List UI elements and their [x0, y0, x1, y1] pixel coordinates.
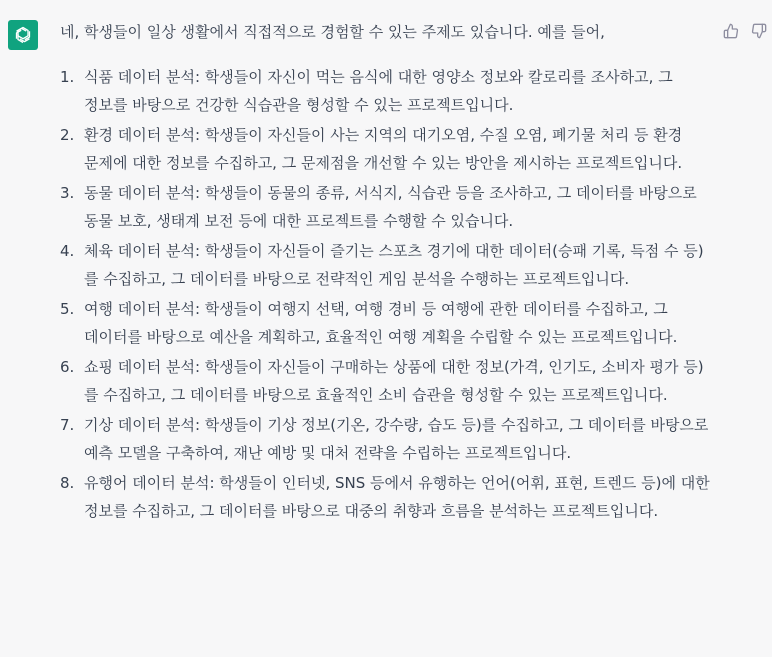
list-item-number: 2.: [60, 126, 75, 144]
list-item-text: 체육 데이터 분석: 학생들이 자신들이 즐기는 스포츠 경기에 대한 데이터(승패 기록, 득점 수 등)를 수집하고, 그 데이터를 바탕으로 전략적인 게임 분석을 수행하는 프로젝트입니다.: [84, 242, 704, 288]
list-item-text: 기상 데이터 분석: 학생들이 기상 정보(기온, 강수량, 습도 등)를 수집하고, 그 데이터를 바탕으로 예측 모델을 구축하여, 재난 예방 및 대처 전략을 수립하는 프로젝트입니다.: [84, 416, 709, 462]
list-item: [60, 179, 712, 235]
list-item-text: 식품 데이터 분석: 학생들이 자신이 먹는 음식에 대한 영양소 정보와 칼로리를 조사하고, 그 정보를 바탕으로 건강한 식습관을 형성할 수 있는 프로젝트입니다.: [84, 68, 673, 114]
list-item: [60, 237, 712, 293]
list-item: [60, 469, 712, 525]
list-item: [60, 121, 712, 177]
message-content: [60, 18, 712, 527]
list-item: [60, 353, 712, 409]
list-item-number: 5.: [60, 300, 75, 318]
list-item-number: 7.: [60, 416, 75, 434]
thumbs-down-icon: [751, 23, 767, 39]
list-item-text: 동물 데이터 분석: 학생들이 동물의 종류, 서식지, 식습관 등을 조사하고, 그 데이터를 바탕으로 동물 보호, 생태계 보전 등에 대한 프로젝트를 수행할 수 있습니다.: [84, 184, 697, 230]
list-item: [60, 63, 712, 119]
list-item: [60, 295, 712, 351]
thumbs-down-button[interactable]: [750, 22, 768, 40]
list-item-text: 환경 데이터 분석: 학생들이 자신들이 사는 지역의 대기오염, 수질 오염, 폐기물 처리 등 환경 문제에 대한 정보를 수집하고, 그 문제점을 개선할 수 있는 방안을 제시하는 프로젝트입니다.: [84, 126, 683, 172]
list-item-number: 3.: [60, 184, 75, 202]
list-item-number: 8.: [60, 474, 75, 492]
assistant-avatar: [8, 20, 38, 50]
list-item-text: 유행어 데이터 분석: 학생들이 인터넷, SNS 등에서 유행하는 언어(어휘, 표현, 트렌드 등)에 대한 정보를 수집하고, 그 데이터를 바탕으로 대중의 취향과 흐름을 분석하는 프로젝트입니다.: [84, 474, 710, 520]
list-item-text: 여행 데이터 분석: 학생들이 여행지 선택, 여행 경비 등 여행에 관한 데이터를 수집하고, 그 데이터를 바탕으로 예산을 계획하고, 효율적인 여행 계획을 수립할 수 있는 프로젝트입니다.: [84, 300, 678, 346]
feedback-buttons: [722, 22, 768, 40]
message-list: [60, 63, 712, 525]
list-item-text: 쇼핑 데이터 분석: 학생들이 자신들이 구매하는 상품에 대한 정보(가격, 인기도, 소비자 평가 등)를 수집하고, 그 데이터를 바탕으로 효율적인 소비 습관을 형성할 수 있는 프로젝트입니다.: [84, 358, 704, 404]
thumbs-up-button[interactable]: [722, 22, 740, 40]
thumbs-up-icon: [723, 23, 739, 39]
openai-logo-icon: [13, 25, 33, 45]
list-item: [60, 411, 712, 467]
list-item-number: 4.: [60, 242, 75, 260]
list-item-number: 1.: [60, 68, 75, 86]
message-intro: 네, 학생들이 일상 생활에서 직접적으로 경험할 수 있는 주제도 있습니다. 예를 들어,: [60, 23, 605, 41]
list-item-number: 6.: [60, 358, 75, 376]
